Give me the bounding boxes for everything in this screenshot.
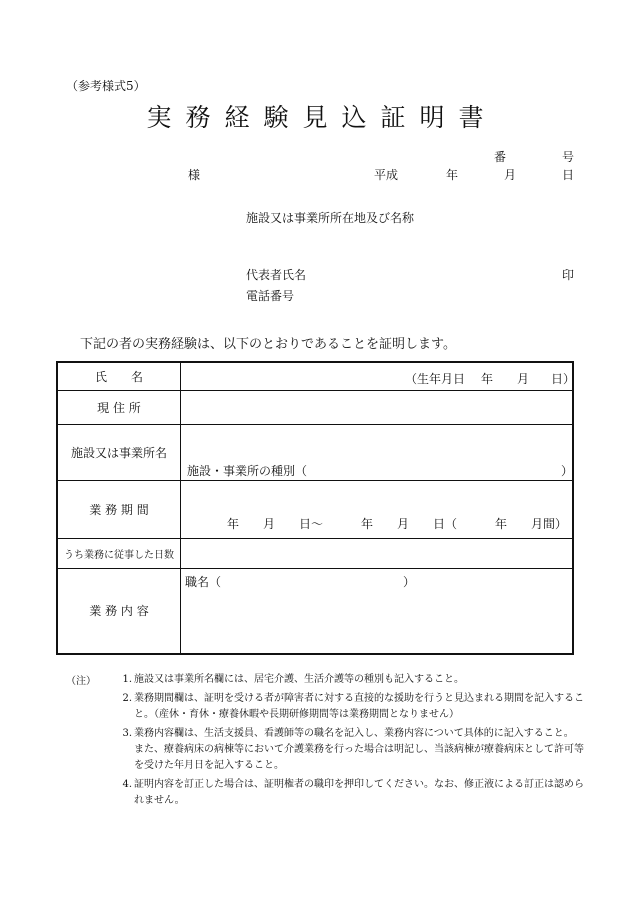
table-row-name xyxy=(57,362,573,390)
note-number: 4. xyxy=(122,779,132,790)
name-label: 氏 名 xyxy=(57,362,181,390)
birth-day-label: 日） xyxy=(551,372,576,386)
note-number: 2. xyxy=(122,693,132,704)
note-text: 証明内容を訂正した場合は、証明権者の職印を押印してください。なお、修正液による訂正は認められません。 xyxy=(134,779,584,806)
note-item xyxy=(104,777,584,809)
note-number: 1. xyxy=(122,674,132,685)
table-row-facility xyxy=(57,424,573,480)
number-label-suffix: 号 xyxy=(562,150,575,164)
form-number: （参考様式5） xyxy=(66,79,146,93)
notes-list xyxy=(104,672,584,812)
note-item xyxy=(104,742,584,774)
note-text: 施設又は事業所名欄には、居宅介護、生活介護等の種別も記入すること。 xyxy=(134,674,464,685)
job-title-close: ） xyxy=(403,574,416,589)
intro-statement: 下記の者の実務経験は、以下のとおりであることを証明します。 xyxy=(80,337,456,352)
facility-type-label: 施設・事業所の種別（ xyxy=(187,463,308,478)
month-label: 月 xyxy=(504,168,517,182)
issuer-facility-label: 施設又は事業所所在地及び名称 xyxy=(246,211,415,225)
day-label: 日 xyxy=(562,168,575,182)
seal-mark: 印 xyxy=(562,268,575,282)
facility-name-field[interactable] xyxy=(181,424,574,480)
period-field[interactable] xyxy=(181,480,574,538)
job-title-label: 職名（ xyxy=(185,574,222,589)
table-row-days xyxy=(57,538,573,568)
days-field[interactable] xyxy=(181,538,574,568)
table-row-content xyxy=(57,568,573,654)
note-item xyxy=(104,726,584,742)
year-label: 年 xyxy=(446,168,459,182)
note-item xyxy=(104,672,584,688)
birth-year-label: 年 xyxy=(481,372,494,386)
table-row-period xyxy=(57,480,573,538)
content-field[interactable] xyxy=(181,568,574,654)
address-field[interactable] xyxy=(181,390,574,424)
phone-label: 電話番号 xyxy=(246,289,295,303)
address-label: 現 住 所 xyxy=(57,390,181,424)
name-field[interactable] xyxy=(181,362,574,390)
certificate-table xyxy=(56,361,574,655)
period-label: 業 務 期 間 xyxy=(57,480,181,538)
page-title: 実務経験見込証明書 xyxy=(146,103,498,132)
facility-type-close: ） xyxy=(561,463,574,478)
birth-label: （生年月日 xyxy=(405,372,466,386)
table-row-address xyxy=(57,390,573,424)
number-label: 番 xyxy=(494,150,507,164)
note-item xyxy=(104,691,584,723)
representative-label: 代表者氏名 xyxy=(246,268,307,282)
notes-prefix: （注） xyxy=(66,676,96,687)
note-text: 業務期間欄は、証明を受ける者が障害者に対する直接的な援助を行うと見込まれる期間を記入すること。（産休・育休・療養休暇や長期研修期間等は業務期間となりません） xyxy=(134,693,584,720)
addressee-suffix: 様 xyxy=(188,168,201,182)
note-text: また、療養病床の病棟等において介護業務を行った場合は明記し、当該病棟が療養病床として許可等を受けた年月日を記入すること。 xyxy=(134,744,584,771)
facility-name-label: 施設又は事業所名 xyxy=(57,424,181,480)
content-label: 業 務 内 容 xyxy=(57,568,181,654)
period-total: 年 月間） xyxy=(495,516,568,531)
note-number: 3. xyxy=(122,728,132,739)
period-to: 年 月 日（ xyxy=(361,516,458,531)
note-text: 業務内容欄は、生活支援員、看護師等の職名を記入し、業務内容について具体的に記入すること。 xyxy=(134,728,574,739)
birth-month-label: 月 xyxy=(517,372,530,386)
period-from: 年 月 日〜 xyxy=(227,516,324,531)
days-label: うち業務に従事した日数 xyxy=(57,538,181,568)
era-label: 平成 xyxy=(374,168,399,182)
